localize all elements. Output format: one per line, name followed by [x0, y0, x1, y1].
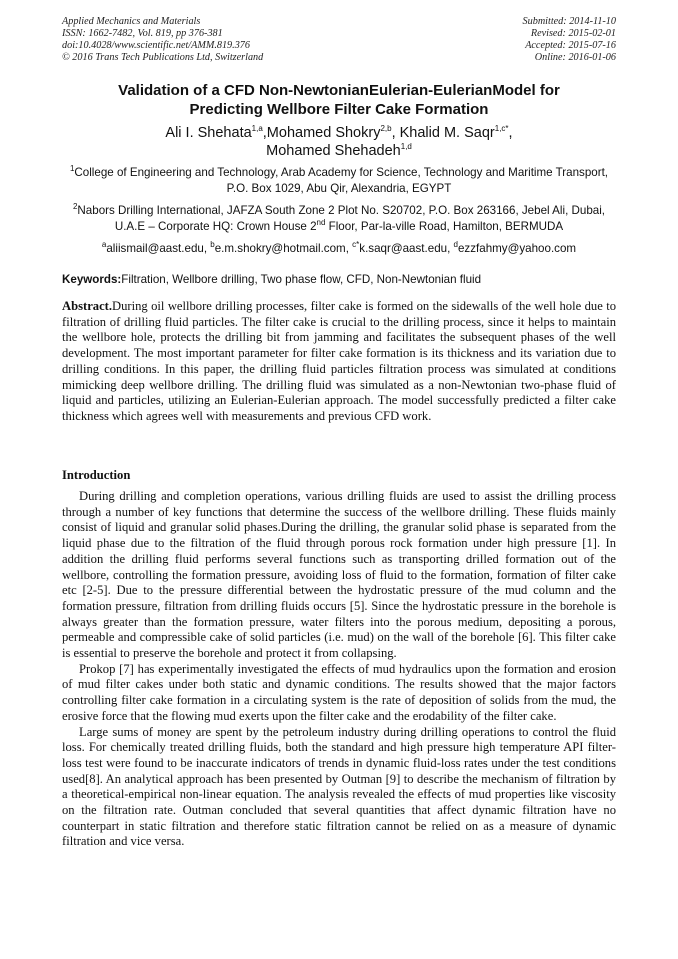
authors-line-2 [40, 142, 638, 160]
email-marker: b [210, 240, 215, 250]
revised-date: Revised: 2015-02-01 [530, 28, 616, 39]
author-name: , Khalid M. Saqr [391, 125, 495, 141]
body-paragraph: Large sums of money are spent by the petroleum industry during drilling operations to control the fluid loss. For chemically treated drilling fluids, both the standard and high pressure high temperature API filter-loss test were found to be inaccurate indicators of trends in dynamic fluid-loss rates under the test conditions used[8]. An analytical approach has been presented by Outman [9] to describe the mechanism of filtration by a theoretical-empirical non-linear equation. The analysis revealed the effects of mud properties like viscosity on the filtration rate. Outman concluded that several quantities that affect dynamic filtration have no counterpart in static filtration and therefore static filtration cannot be relied on as a measure of dynamic filtration and vice versa. [62, 724, 616, 849]
copyright-line: © 2016 Trans Tech Publications Ltd, Switzerland [62, 52, 264, 63]
abstract-text: During oil wellbore drilling processes, filter cake is formed on the sidewalls of the well hole due to filtration of drilling fluid particles. The filter cake is crucial to the drilling process, since it helps to maintain the wellbore hole, protects the drilling bit from jamming and facilitates the subsequent phases of the well development. The most important parameter for filter cake formation is its thickness and its variation due to drilling conditions. In this paper, the drilling fluid particles filtration process was simulated at conditions mimicking deep wellbore drilling. The drilling fluid was simulated as a non-Newtonian two-phase fluid of liquid and particles, utilizing an Eulerian-Eulerian approach. The model successfully predicted a filter cake thickness which agrees well with measurements and previous CFD work. [62, 299, 616, 423]
email-address: k.saqr@aast.edu, [359, 242, 454, 255]
email-marker: c* [352, 240, 360, 250]
abstract-label: Abstract. [62, 299, 113, 313]
email-address: ezzfahmy@yahoo.com [457, 242, 577, 255]
author-separator: , [508, 125, 513, 141]
body-paragraph: Prokop [7] has experimentally investigated the effects of mud hydraulics upon the formation and erosion of mud filter cakes under both static and dynamic conditions. The results showed that the major factors controlling filter cake formation in a circulating system is the rate of deposition of solids from the mud, the erosive force that the flowing mud exerts upon the filter cake and the erodability of the filter cake. [62, 661, 616, 723]
author-superscript: 1,d [400, 142, 412, 152]
author-superscript: 2,b [380, 124, 392, 134]
dates-header [523, 16, 616, 64]
paper-title [40, 81, 638, 119]
title-line-2: Predicting Wellbore Filter Cake Formation [189, 101, 489, 118]
abstract-paragraph [62, 299, 616, 425]
authors-line-1 [40, 124, 638, 142]
keywords-text: Filtration, Wellbore drilling, Two phase flow, CFD, Non-Newtonian fluid [121, 273, 482, 286]
email-marker: a [101, 240, 107, 250]
author-superscript: 1,c* [494, 124, 509, 134]
online-date: Online: 2016-01-06 [534, 52, 616, 63]
body-paragraph: During drilling and completion operations, various drilling fluids are used to assist the drilling process through a number of key functions that determine the success of the wellbore drilling. These fluids mainly consist of liquid and granular solid phases.During the drilling, the granular solid phase is separated from the liquid phase due to the filtration of the fluid through porous rock formation under high pressure [1]. In addition the drilling fluid performs several functions such as transporting drilled formation out of the wellbore, controlling the formation pressure, avoiding loss of fluid to the formation, formation of filter cake etc [2-5]. Due to the pressure differential between the hydrostatic pressure of the mud column and the formation pressure, filtration from drilling fluids occurs [5]. Since the hydrostatic pressure in the borehole is always greater than the formation pressure, water filters into the porous medium, depositing a porous, permeable and compressible cake of solid particles (i.e. mud) on the wall of the borehole [6]. This filter cake is essential to preserve the borehole and protect it from collapsing. [62, 489, 616, 661]
submitted-date: Submitted: 2014-11-10 [522, 16, 616, 27]
affiliation-text: Nabors Drilling International, JAFZA South Zone 2 Plot No. S20702, P.O. Box 263166, Jebel Ali, Dubai, U.A.E – Corporate HQ: Crown House 2 [77, 204, 606, 233]
email-address: e.m.shokry@hotmail.com, [214, 242, 353, 255]
affiliation-number: 2 [72, 202, 78, 212]
email-address: aliismail@aast.edu, [106, 242, 211, 255]
keywords-label: Keywords: [62, 273, 122, 286]
affiliation-2 [64, 203, 614, 235]
author-superscript: 1,a [251, 124, 263, 134]
journal-name: Applied Mechanics and Materials [62, 16, 201, 27]
section-heading-introduction: Introduction [62, 468, 131, 482]
keywords-line [62, 272, 618, 288]
author-list [40, 124, 638, 160]
introduction-body [62, 489, 616, 850]
journal-header [62, 16, 263, 64]
author-emails [64, 241, 614, 257]
affiliation-text: College of Engineering and Technology, Arab Academy for Science, Technology and Maritime Transport, P.O. Box 1029, Abu Qir, Alexandria, EGYPT [74, 166, 609, 195]
doi-line: doi:10.4028/www.scientific.net/AMM.819.376 [62, 40, 250, 51]
author-name: ,Mohamed Shokry [262, 125, 381, 141]
author-name: Mohamed Shehadeh [266, 143, 401, 159]
affiliation-number: 1 [69, 164, 75, 174]
email-marker: d [453, 240, 458, 250]
affiliation-1 [64, 165, 614, 197]
author-name: Ali I. Shehata [165, 125, 252, 141]
issn-line: ISSN: 1662-7482, Vol. 819, pp 376-381 [62, 28, 223, 39]
title-line-1: Validation of a CFD Non-NewtonianEulerian-EulerianModel for [118, 82, 560, 99]
accepted-date: Accepted: 2015-07-16 [525, 40, 616, 51]
affiliation-text: Floor, Par-la-ville Road, Hamilton, BERMUDA [325, 220, 564, 233]
ordinal-suffix: nd [316, 218, 326, 228]
